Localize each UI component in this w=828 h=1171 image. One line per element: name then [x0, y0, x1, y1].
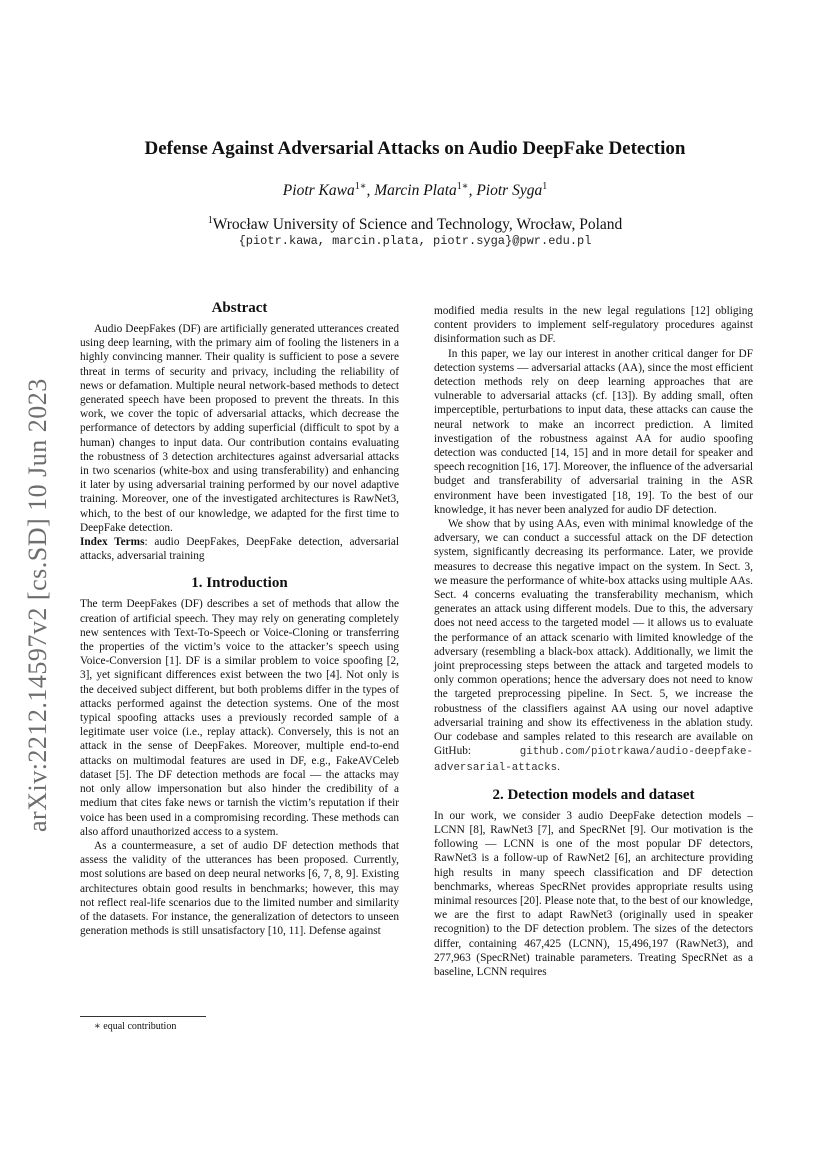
intro-paragraph-text: We show that by using AAs, even with minimal knowledge of the adversary, we can conduct a successful attack on the DF detection system, significantly decreasing its performance. Later, we provide measures to decrease this negative impact on the system. In Sect. 3, we measure the performance of white-box attacks using multiple AAs. Sect. 4 concerns evaluating the transferability mechanism, which generates an attack using different models. Due to this, the adversary does not need access to the targeted model — it allows us to evaluate the performance of an attack scenario with limited knowledge of the adversary (resembling a black-box attack). Additionally, we limit the joint preprocessing steps between the attack and targeted models to only common operations; hence the adversary does not need to know the targeted preprocessing pipeline. In Sect. 5, we increase the robustness of the classifiers against AA using our novel adaptive adversarial training and show its effectiveness in the ablation study. Our codebase and samples related to this research are available on GitHub:: [434, 518, 753, 758]
intro-paragraph: As a countermeasure, a set of audio DF detection methods that assess the validity of the utterances has been proposed. Currently, most solutions are based on deep neural networks [6, 7, 8, 9]. Existing architectures obtain good results in benchmarks; however, this may not reflect real-life scenarios due to the limited number and similarity of the datasets. For instance, the generalization of detectors to unseen generation methods is still unsatisfactory [10, 11]. Defense against: [80, 839, 399, 938]
author-name: Piotr Syga: [476, 182, 543, 200]
index-terms-text: : audio DeepFakes, DeepFake detection, adversarial attacks, adversarial training: [80, 536, 400, 563]
arxiv-identifier[interactable]: arXiv:2212.14597v2 [cs.SD] 10 Jun 2023: [23, 378, 52, 832]
footnote-rule: [80, 1016, 206, 1017]
intro-continuation: modified media results in the new legal regulations [12] obliging content providers to implement self-regulatory procedures against disinformation such as DF.: [434, 305, 753, 346]
introduction-heading: 1. Introduction: [191, 575, 288, 592]
author-mark: 1: [542, 181, 548, 192]
intro-paragraph: [434, 517, 753, 775]
abstract-heading: Abstract: [211, 300, 268, 316]
section2-heading: 2. Detection models and dataset: [492, 786, 695, 803]
index-terms-label: Index Terms: [80, 536, 145, 549]
author-name: Marcin Plata: [374, 182, 457, 200]
author-mark: 1∗: [456, 181, 469, 192]
affiliation-mark: 1: [207, 215, 213, 226]
github-link[interactable]: github.com/piotrkawa/audio-deepfake-adversarial-attacks: [434, 746, 753, 774]
author-name: Piotr Kawa: [282, 182, 355, 200]
left-column: [80, 298, 399, 938]
paper-title: Defense Against Adversarial Attacks on Audio DeepFake Detection: [144, 138, 686, 159]
author-mark: 1∗: [354, 181, 367, 192]
intro-paragraph: In this paper, we lay our interest in another critical danger for DF detection systems — adversarial attacks (AA), since the most efficient detection methods rely on deep learning approaches that are vulnerable to adversarial attacks (cf. [13]). By adding small, often imperceptible, perturbations to input data, these attacks can cause the neural network to make an incorrect prediction. A limited investigation of the robustness against AA for audio spoofing detection was conducted [14, 15] and in more detail for speaker and speech recognition [16, 17]. Moreover, the influence of the adversarial budget and transferability of adversarial training in the ASR environment have been investigated [18, 19]. To the best of our knowledge, it has never been analyzed for audio DF detection.: [434, 347, 753, 516]
github-suffix: .: [557, 760, 560, 773]
intro-paragraph: The term DeepFakes (DF) describes a set of methods that allow the creation of artificial speech. They may rely on generating completely new sentences with Text-To-Speech or Voice-Cloning or transferring the properties of the victim’s voice to the attacker’s speech using Voice-Conversion [1]. DF is a similar problem to voice spoofing [2, 3], yet significant differences exist between the two [4]. Not only is the deceived subject different, but both problems differ in the types of attacks performed against the detection systems. One of the most typical spoofing attacks uses a previously recorded sample of a legitimate user voice (i.e., replay attack). Conversely, this is not an attack in the sense of DeepFakes. Moreover, multiple end-to-end attacks on multimodal features are used in DF, e.g., FakeAVCeleb dataset [5]. The DF detection methods are focal — the attacks may not only allow impersonation but also hinder the credibility of a medium that cites fake news or tarnish the victim’s reputation if their voice has been used in a compromising recording. These methods can also afford unauthorized access to a system.: [80, 598, 399, 838]
right-column: [434, 304, 753, 979]
abstract-text: Audio DeepFakes (DF) are artificially generated utterances created using deep learning, with the primary aim of fooling the listeners in a highly convincing manner. Their quality is sufficient to pose a severe threat in terms of security and privacy, including the reliability of news or defamation. Multiple neural network-based methods to detect generated speech have been proposed to prevent the threats. In this work, we cover the topic of adversarial attacks, which decrease the performance of detectors by adding superficial (difficult to spot by a human) changes to input data. Our contribution contains evaluating the robustness of 3 detection architectures against adversarial attacks in two scenarios (white-box and using transferability) and enhancing it later by using adversarial training performed by our novel adaptive training. Moreover, one of the investigated architectures is RawNet3, which, to the best of our knowledge, we adapted for the first time to DeepFake detection.: [80, 323, 399, 534]
affiliation-text: Wrocław University of Science and Technology, Wrocław, Poland: [212, 216, 623, 234]
footnote: ∗ equal contribution: [94, 1021, 177, 1032]
author-emails[interactable]: {piotr.kawa, marcin.plata, piotr.syga}@pwr.edu.pl: [238, 234, 592, 248]
section2-text: In our work, we consider 3 audio DeepFake detection models – LCNN [8], RawNet3 [7], and SpecRNet [9]. Our motivation is the following — LCNN is one of the most popular DF detectors, RawNet3 is a follow-up of RawNet2 [6], an architecture providing high results in many speech classification and DF detection benchmarks, whereas SpecRNet provides appropriate results using minimal resources [20]. Please note that, to the best of our knowledge, we are the first to adapt RawNet3 (originally used in speaker recognition) to the DF detection problem. The sizes of the detectors differ, containing 467,425 (LCNN), 15,496,197 (RawNet3), and 277,963 (SpecRNet) trainable parameters. Treating SpecRNet as a baseline, LCNN requires: [434, 809, 753, 978]
affiliation: [80, 211, 750, 235]
author-list: Piotr Kawa$^{1∗}$, Marcin Plata$^{1∗}$, Piotr Syga$^1$: [282, 181, 548, 200]
index-terms: [80, 535, 399, 563]
